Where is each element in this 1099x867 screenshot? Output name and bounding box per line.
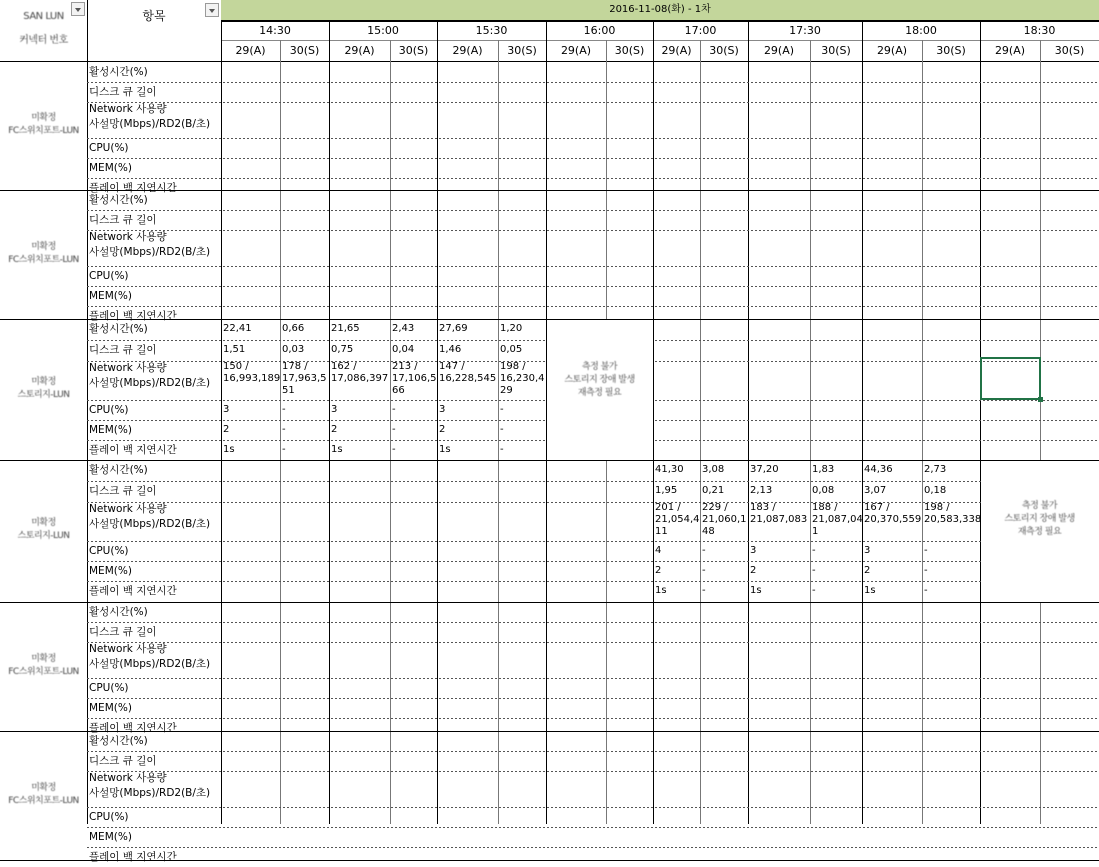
time-header-1600: 16:00 (583, 24, 616, 37)
subcol-header: 29(A) (994, 44, 1026, 57)
data-cell[interactable]: 0,04 (392, 344, 415, 355)
metric-label: 플레이 백 지연시간 (89, 851, 177, 863)
subcol-header: 29(A) (235, 44, 266, 57)
data-cell[interactable]: 229 / 21,060,1 48 (702, 502, 747, 537)
group-label: 미확정 FC스위치포트-LUN (8, 241, 79, 265)
metric-label: CPU(%) (89, 404, 129, 416)
data-cell[interactable]: - (392, 424, 396, 435)
metric-label: MEM(%) (89, 162, 132, 174)
metric-label: Network 사용량 사설망(Mbps)/RD2(B/초) (89, 503, 211, 530)
metric-label: 활성시간(%) (89, 194, 148, 206)
subcol-header: 29(A) (661, 44, 692, 57)
data-cell[interactable]: 1s (655, 585, 667, 596)
data-cell[interactable]: 0,08 (812, 485, 835, 496)
data-cell[interactable]: 178 / 17,963,5 51 (282, 361, 327, 396)
data-cell[interactable]: 3 (439, 404, 446, 415)
metric-label: CPU(%) (89, 270, 129, 282)
note-block: 측정 불가 스토리지 장애 발생 재측정 필요 (1004, 501, 1075, 537)
data-cell[interactable]: 1s (223, 444, 235, 455)
time-header-1800: 18:00 (905, 24, 937, 37)
subcol-header: 29(A) (876, 44, 908, 57)
data-cell[interactable]: 1s (331, 444, 343, 455)
data-cell[interactable]: - (702, 565, 706, 576)
data-cell[interactable]: 41,30 (655, 464, 684, 475)
data-cell[interactable]: 1s (439, 444, 451, 455)
data-cell[interactable]: 2,73 (924, 464, 947, 475)
data-cell[interactable]: - (812, 565, 816, 576)
item-header: 항목 (142, 9, 166, 23)
metric-label: MEM(%) (89, 702, 132, 714)
data-cell[interactable]: 1,95 (655, 485, 678, 496)
data-cell[interactable]: - (924, 545, 928, 556)
data-cell[interactable]: 1,46 (439, 344, 462, 355)
subcol-header: 30(S) (507, 44, 537, 57)
data-cell[interactable]: 3,07 (864, 485, 887, 496)
data-cell[interactable]: 37,20 (750, 464, 779, 475)
metric-label: MEM(%) (89, 565, 132, 577)
data-cell[interactable]: 0,75 (331, 344, 354, 355)
data-cell[interactable]: 183 / 21,087,083 (750, 502, 808, 525)
data-cell[interactable]: 0,03 (282, 344, 305, 355)
merged-date-header[interactable]: 2016-11-08(화) - 1차 (221, 0, 1099, 21)
metric-label: Network 사용량 사설망(Mbps)/RD2(B/초) (89, 103, 211, 130)
data-cell[interactable]: 2 (331, 424, 338, 435)
filter-dropdown-icon[interactable] (205, 3, 219, 17)
subcol-header: 30(S) (289, 44, 320, 57)
data-cell[interactable]: - (812, 585, 816, 596)
time-header-1700: 17:00 (684, 24, 717, 37)
data-cell[interactable]: 0,05 (500, 344, 523, 355)
data-cell[interactable]: 44,36 (864, 464, 893, 475)
group-label: 미확정 스토리지-LUN (17, 518, 70, 541)
data-cell[interactable]: - (392, 404, 396, 415)
subcol-header: 29(A) (344, 44, 375, 57)
metric-label: Network 사용량 사설망(Mbps)/RD2(B/초) (89, 231, 211, 258)
metric-label: MEM(%) (89, 424, 132, 436)
metric-label: 디스크 큐 길이 (89, 755, 157, 767)
metric-label: CPU(%) (89, 682, 129, 694)
metric-label: MEM(%) (89, 290, 132, 302)
data-cell[interactable]: 2 (655, 565, 662, 576)
data-cell[interactable]: 2,13 (750, 485, 773, 496)
data-cell[interactable]: 2,43 (392, 323, 415, 334)
subcol-header: 29(A) (452, 44, 483, 57)
subcol-header: 30(S) (1054, 44, 1085, 57)
data-cell[interactable]: 0,18 (924, 485, 947, 496)
metric-label: 플레이 백 지연시간 (89, 182, 177, 194)
data-cell[interactable]: - (500, 424, 504, 435)
metric-label: 활성시간(%) (89, 606, 148, 618)
metric-label: 디스크 큐 길이 (89, 86, 157, 98)
subcol-header: 29(A) (763, 44, 795, 57)
data-cell[interactable]: 147 / 16,228,545 (439, 361, 497, 384)
data-cell[interactable]: 201 / 21,054,4 11 (655, 502, 700, 537)
metric-label: 활성시간(%) (89, 66, 148, 78)
data-cell[interactable]: - (500, 404, 504, 415)
data-cell[interactable]: 2 (864, 565, 871, 576)
metric-label: 플레이 백 지연시간 (89, 722, 177, 734)
note-block: 측정 불가 스토리지 장애 발생 재측정 필요 (564, 362, 635, 398)
data-cell[interactable]: - (392, 444, 396, 455)
data-cell[interactable]: 198 / 16,230,4 29 (500, 361, 545, 396)
metric-label: MEM(%) (89, 831, 132, 843)
metric-label: Network 사용량 사설망(Mbps)/RD2(B/초) (89, 772, 211, 799)
metric-label: CPU(%) (89, 545, 129, 557)
metric-label: 디스크 큐 길이 (89, 626, 157, 638)
data-cell[interactable]: 150 / 16,993,189 (223, 361, 281, 384)
lun-header-line1: SAN LUN (23, 11, 64, 22)
data-cell[interactable]: 188 / 21,087,04 1 (812, 502, 863, 537)
metric-label: 플레이 백 지연시간 (89, 585, 177, 597)
group-label: 미확정 FC스위치포트-LUN (8, 653, 79, 677)
data-cell[interactable]: 167 / 20,370,559 (864, 502, 922, 525)
data-cell[interactable]: - (500, 444, 504, 455)
data-cell[interactable]: 3,08 (702, 464, 725, 475)
time-header-1530: 15:30 (475, 24, 508, 37)
data-cell[interactable]: - (282, 444, 286, 455)
data-cell[interactable]: - (812, 545, 816, 556)
data-cell[interactable]: 1,20 (500, 323, 523, 334)
metric-label: 활성시간(%) (89, 735, 148, 747)
data-cell[interactable]: 2 (750, 565, 757, 576)
filter-dropdown-icon[interactable] (71, 2, 85, 16)
data-cell[interactable]: 1s (750, 585, 762, 596)
time-header-1430: 14:30 (259, 24, 291, 37)
data-cell[interactable]: 27,69 (439, 323, 468, 334)
metric-label: CPU(%) (89, 142, 129, 154)
metric-label: 디스크 큐 길이 (89, 214, 157, 226)
time-header-1730: 17:30 (789, 24, 821, 37)
data-cell[interactable]: 22,41 (223, 323, 252, 334)
data-cell[interactable]: 0,21 (702, 485, 725, 496)
data-cell[interactable]: 162 / 17,086,397 (331, 361, 389, 384)
data-cell[interactable]: 198 / 20,583,338 (924, 502, 982, 525)
subcol-header: 30(S) (709, 44, 739, 57)
data-cell[interactable]: 0,66 (282, 323, 305, 334)
metric-label: 플레이 백 지연시간 (89, 444, 177, 456)
subcol-header: 30(S) (398, 44, 429, 57)
data-cell[interactable]: - (282, 404, 286, 415)
data-cell[interactable]: 213 / 17,106,5 66 (392, 361, 437, 396)
data-cell[interactable]: 1,51 (223, 344, 246, 355)
subcol-header: 30(S) (821, 44, 851, 57)
metric-label: 활성시간(%) (89, 323, 148, 335)
data-cell[interactable]: - (702, 585, 706, 596)
data-cell[interactable]: 2 (439, 424, 446, 435)
time-header-1830: 18:30 (1023, 24, 1056, 37)
group-label: 미확정 FC스위치포트-LUN (8, 782, 79, 806)
data-cell[interactable]: 1,83 (812, 464, 835, 475)
data-cell[interactable]: - (702, 545, 706, 556)
subcol-header: 29(A) (560, 44, 592, 57)
metric-label: Network 사용량 사설망(Mbps)/RD2(B/초) (89, 643, 211, 670)
metric-label: 디스크 큐 길이 (89, 485, 157, 497)
data-cell[interactable]: 3 (864, 545, 871, 556)
metric-label: 활성시간(%) (89, 464, 148, 476)
data-cell[interactable]: - (282, 424, 286, 435)
subcol-header: 30(S) (614, 44, 645, 57)
data-cell[interactable]: 3 (223, 404, 230, 415)
data-cell[interactable]: - (924, 565, 928, 576)
data-cell[interactable]: 21,65 (331, 323, 360, 334)
data-cell[interactable]: 3 (331, 404, 338, 415)
lun-header-line2: 커넥터 번호 (19, 35, 68, 46)
time-header-1500: 15:00 (367, 24, 399, 37)
data-cell[interactable]: 2 (223, 424, 230, 435)
metric-label: 디스크 큐 길이 (89, 344, 157, 356)
metric-label: 플레이 백 지연시간 (89, 310, 177, 322)
metric-label: CPU(%) (89, 811, 129, 823)
data-cell[interactable]: 1s (864, 585, 876, 596)
data-cell[interactable]: 4 (655, 545, 662, 556)
data-cell[interactable]: - (924, 585, 928, 596)
subcol-header: 30(S) (936, 44, 966, 57)
group-label: 미확정 스토리지-LUN (17, 376, 70, 400)
selected-cell[interactable] (980, 357, 1041, 400)
group-label: 미확정 FC스위치포트-LUN (8, 113, 79, 136)
data-cell[interactable]: 3 (750, 545, 757, 556)
metric-label: Network 사용량 사설망(Mbps)/RD2(B/초) (89, 362, 211, 389)
